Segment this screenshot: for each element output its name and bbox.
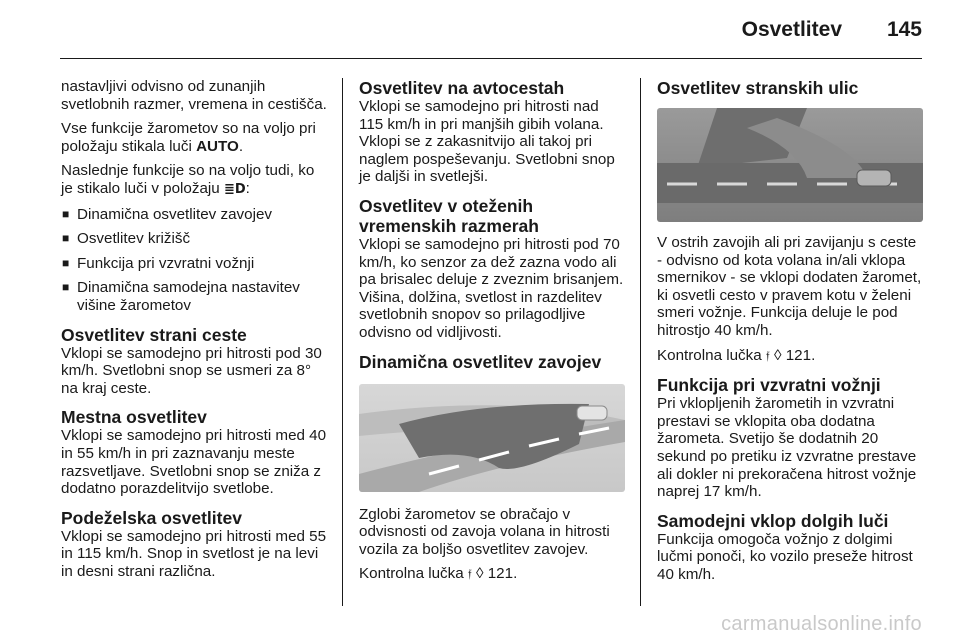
list-item [61, 230, 327, 248]
heading-city-lighting: Mestna osvetlitev [61, 407, 207, 428]
heading-town-lighting: Osvetlitev strani ceste [61, 324, 247, 345]
column-divider [640, 78, 641, 606]
afl-indicator-icon: 𝔣 [765, 348, 770, 364]
square-bullet-icon: ■ [62, 206, 70, 221]
function-list [61, 206, 327, 315]
auto-text-end: . [238, 137, 244, 155]
control-indicator-text: Kontrolna lučka [359, 565, 468, 583]
square-bullet-icon: ■ [62, 231, 70, 246]
intro-paragraph: nastavljivi odvisno od zunanjih svetlobnih razmer, vremena in cestišča. [61, 78, 327, 113]
auto-paragraph [61, 120, 327, 155]
auto-label: AUTO [196, 137, 239, 155]
column-1 [61, 78, 327, 587]
country-lighting-paragraph: Vklopi se samodejno pri hitrosti med 55 in 115 km/h. Snop in svetlost je na levi in desni strani različna. [61, 527, 327, 580]
heading-adverse-weather-lighting: Osvetlitev v oteženih vremenskih razmerah [359, 195, 539, 236]
list-item [61, 206, 327, 224]
page-header [0, 0, 960, 60]
heading-junction-lighting: Osvetlitev stranskih ulic [657, 78, 859, 98]
town-lighting-paragraph: Vklopi se samodejno pri hitrosti pod 30 km/h. Svetlobni snop se usmeri za 8° na kraj ceste. [61, 344, 322, 397]
list-item-text: Dinamična osvetlitev zavojev [77, 205, 272, 223]
control-indicator-paragraph [657, 347, 923, 366]
switch-paragraph [61, 162, 327, 198]
column-3 [657, 78, 923, 591]
watermark: carmanualsonline.info [721, 613, 922, 635]
afl-indicator-icon: 𝔣 [467, 567, 472, 583]
curve-lighting-illustration [359, 384, 625, 492]
heading-dynamic-curve-lighting: Dinamična osvetlitev zavojev [359, 351, 602, 372]
square-bullet-icon: ■ [62, 255, 70, 270]
motorway-lighting-paragraph: Vklopi se samodejno pri hitrosti nad 115 km/h in pri manjših gibih volana. Vklopi se z zakasnitvijo ali takoj pri naglem pospeševanju. Svetlobni snop je daljši in svetlejši. [359, 98, 615, 186]
column-2 [359, 78, 625, 591]
heading-reverse-function: Funkcija pri vzvratni vožnji [657, 375, 881, 396]
heading-motorway-lighting: Osvetlitev na avtocestah [359, 78, 565, 98]
list-item-text: Funkcija pri vzvratni vožnji [77, 254, 255, 272]
city-lighting-paragraph: Vklopi se samodejno pri hitrosti med 40 in 55 km/h in pri zaznavanju meste razsvetljave. Svetlobni snop se zniža z dodatno porazdelitvijo svetlobe. [61, 427, 327, 498]
header-rule [60, 58, 922, 59]
page-title: Osvetlitev [741, 18, 842, 41]
page-reference-link[interactable]: ◊ 121. [769, 346, 816, 364]
auto-text: Vse funkcije žarometov so na voljo pri položaju stikala luči [61, 120, 316, 155]
adverse-weather-paragraph: Vklopi se samodejno pri hitrosti pod 70 km/h, ko senzor za dež zazna vodo ali pa brisalec deluje z zveznim brisanjem. Višina, dolžina, svetlost in razdelitev svetlobnih snopov so prilagodljive odvisno od vidljivosti. [359, 235, 624, 341]
list-item [61, 255, 327, 273]
switch-text-end: : [245, 179, 250, 197]
dynamic-curve-paragraph: Zglobi žarometov se obračajo v odvisnosti od zavoja volana in hitrosti vozila za boljšo osvetlitev zavojev. [359, 505, 610, 558]
low-beam-symbol-icon: ≣D [223, 181, 246, 197]
column-divider [342, 78, 343, 606]
list-item [61, 279, 327, 314]
page-reference-link[interactable]: ◊ 121. [471, 565, 518, 583]
auto-high-beam-paragraph: Funkcija omogoča vožnjo z dolgimi lučmi ponoči, ko vozilo preseže hitrost 40 km/h. [657, 530, 913, 583]
page-number: 145 [886, 18, 922, 41]
junction-lighting-paragraph: V ostrih zavojih ali pri zavijanju s ceste - odvisno od kota volana in/ali vklopa smernikov - se vklopi dodaten žaromet, ki osvetli cesto v pravem kotu v želeni smeri vožnje. Funkcija deluje le pod hitrostjo 40 km/h. [657, 234, 922, 339]
control-indicator-text: Kontrolna lučka [657, 346, 766, 364]
switch-text: Naslednje funkcije so na voljo tudi, ko je stikalo luči v položaju [61, 162, 315, 197]
list-item-text: Osvetlitev križišč [77, 230, 191, 248]
heading-country-lighting: Podeželska osvetlitev [61, 507, 242, 528]
list-item-text: Dinamična samodejna nastavitev višine žarometov [77, 279, 300, 314]
control-indicator-paragraph [359, 565, 625, 584]
heading-auto-high-beam: Samodejni vklop dolgih luči [657, 510, 889, 531]
square-bullet-icon: ■ [62, 280, 70, 295]
reverse-function-paragraph: Pri vklopljenih žarometih in vzvratni prestavi se vklopita oba dodatna žarometa. Svetijo še dodatnih 20 sekund po pretiku iz vzvratne prestave ali dokler ni prekoračena hitrost vožnje naprej 17 km/h. [657, 395, 917, 501]
junction-lighting-illustration [657, 108, 923, 222]
